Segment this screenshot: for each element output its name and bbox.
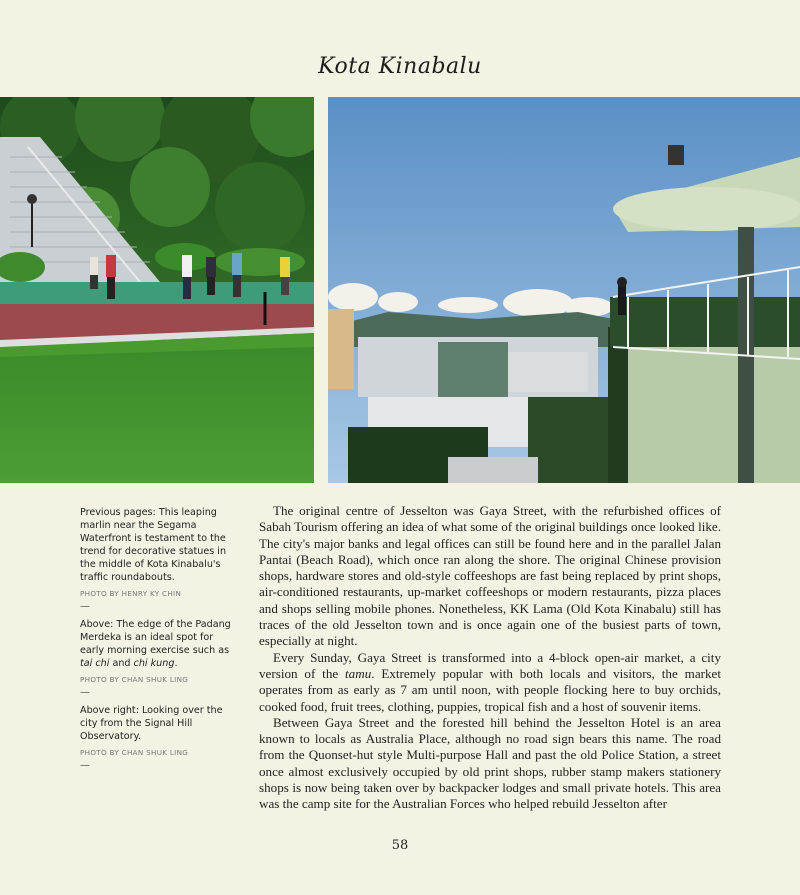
caption-emphasis: tai chi bbox=[80, 658, 110, 669]
caption-text-part: Above: The edge of the Padang Merdeka is an ideal spot for early morning exercise such as bbox=[80, 619, 231, 656]
photo-captions bbox=[80, 506, 240, 777]
caption-text-part: . bbox=[174, 658, 178, 669]
signal-hill-observatory-photo bbox=[328, 97, 800, 483]
caption-emphasis: chi kung bbox=[133, 658, 175, 669]
caption-divider: — bbox=[80, 687, 90, 698]
caption-above bbox=[80, 618, 240, 698]
padang-exercise-photo bbox=[0, 97, 314, 483]
caption-above-right bbox=[80, 704, 240, 771]
photo-credit: PHOTO BY CHAN SHUK LING bbox=[80, 675, 189, 684]
photo-credit: PHOTO BY HENRY KY CHIN bbox=[80, 589, 182, 598]
padang-exercise-illustration bbox=[0, 97, 314, 483]
body-paragraph bbox=[259, 650, 721, 715]
body-paragraph: Between Gaya Street and the forested hill behind the Jesselton Hotel is an area known to locals as Australia Place, although no road sign bears this name. The road from the Quonset-hut style Multi-purpose Hall and past the old Police Station, a street once almost exclusively occupied by old print shops, rubber stamp makers stationery shops is now being taken over by backpacker lodges and small private hotels. This area was the camp site for the Australian Forces who helped rebuild Jesselton after bbox=[259, 714, 721, 812]
caption-text-part: and bbox=[109, 658, 134, 669]
signal-hill-illustration bbox=[328, 97, 800, 483]
caption-previous-pages bbox=[80, 506, 240, 612]
page-number: 58 bbox=[391, 838, 409, 853]
body-emphasis: tamu bbox=[345, 665, 372, 681]
article-body bbox=[259, 503, 721, 813]
body-text-part: Every Sunday, Gaya Street is transformed into a 4-block open-air market, a city version of the bbox=[259, 649, 721, 681]
body-paragraph: The original centre of Jesselton was Gaya Street, with the refurbished offices of Sabah Tourism offering an idea of what some of the original buildings once looked like. The city's major banks and legal offices can still be found here and in the parallel Jalan Pantai (Beach Road), which once ran along the shore. The original Chinese provision shops, hardware stores and old-style coffeeshops are fast being replaced by print shops, air-conditioned restaurants, up-market coffeeshops or modern restaurants, pizza places and shops selling mobile phones. Nonetheless, KK Lama (Old Kota Kinabalu) still has traces of the old Jesselton town and is once again one of the busiest parts of town, especially at night. bbox=[259, 503, 721, 649]
running-head-title: Kota Kinabalu bbox=[318, 54, 482, 79]
caption-text: Above right: Looking over the city from the Signal Hill Observatory. bbox=[80, 705, 223, 742]
caption-divider: — bbox=[80, 760, 90, 771]
caption-text bbox=[80, 618, 240, 670]
body-text-part: . Extremely popular with both locals and visitors, the market operates from as early as 7 am until noon, with people flocking here to buy orchids, cooked food, fruit trees, clothing, puppies, tropical fish and a host of souvenir items. bbox=[259, 665, 721, 714]
caption-text: Previous pages: This leaping marlin near the Segama Waterfront is testament to the trend for decorative statues in the middle of Kota Kinabalu's traffic roundabouts. bbox=[80, 507, 227, 583]
caption-divider: — bbox=[80, 601, 90, 612]
photo-credit: PHOTO BY CHAN SHUK LING bbox=[80, 748, 189, 757]
